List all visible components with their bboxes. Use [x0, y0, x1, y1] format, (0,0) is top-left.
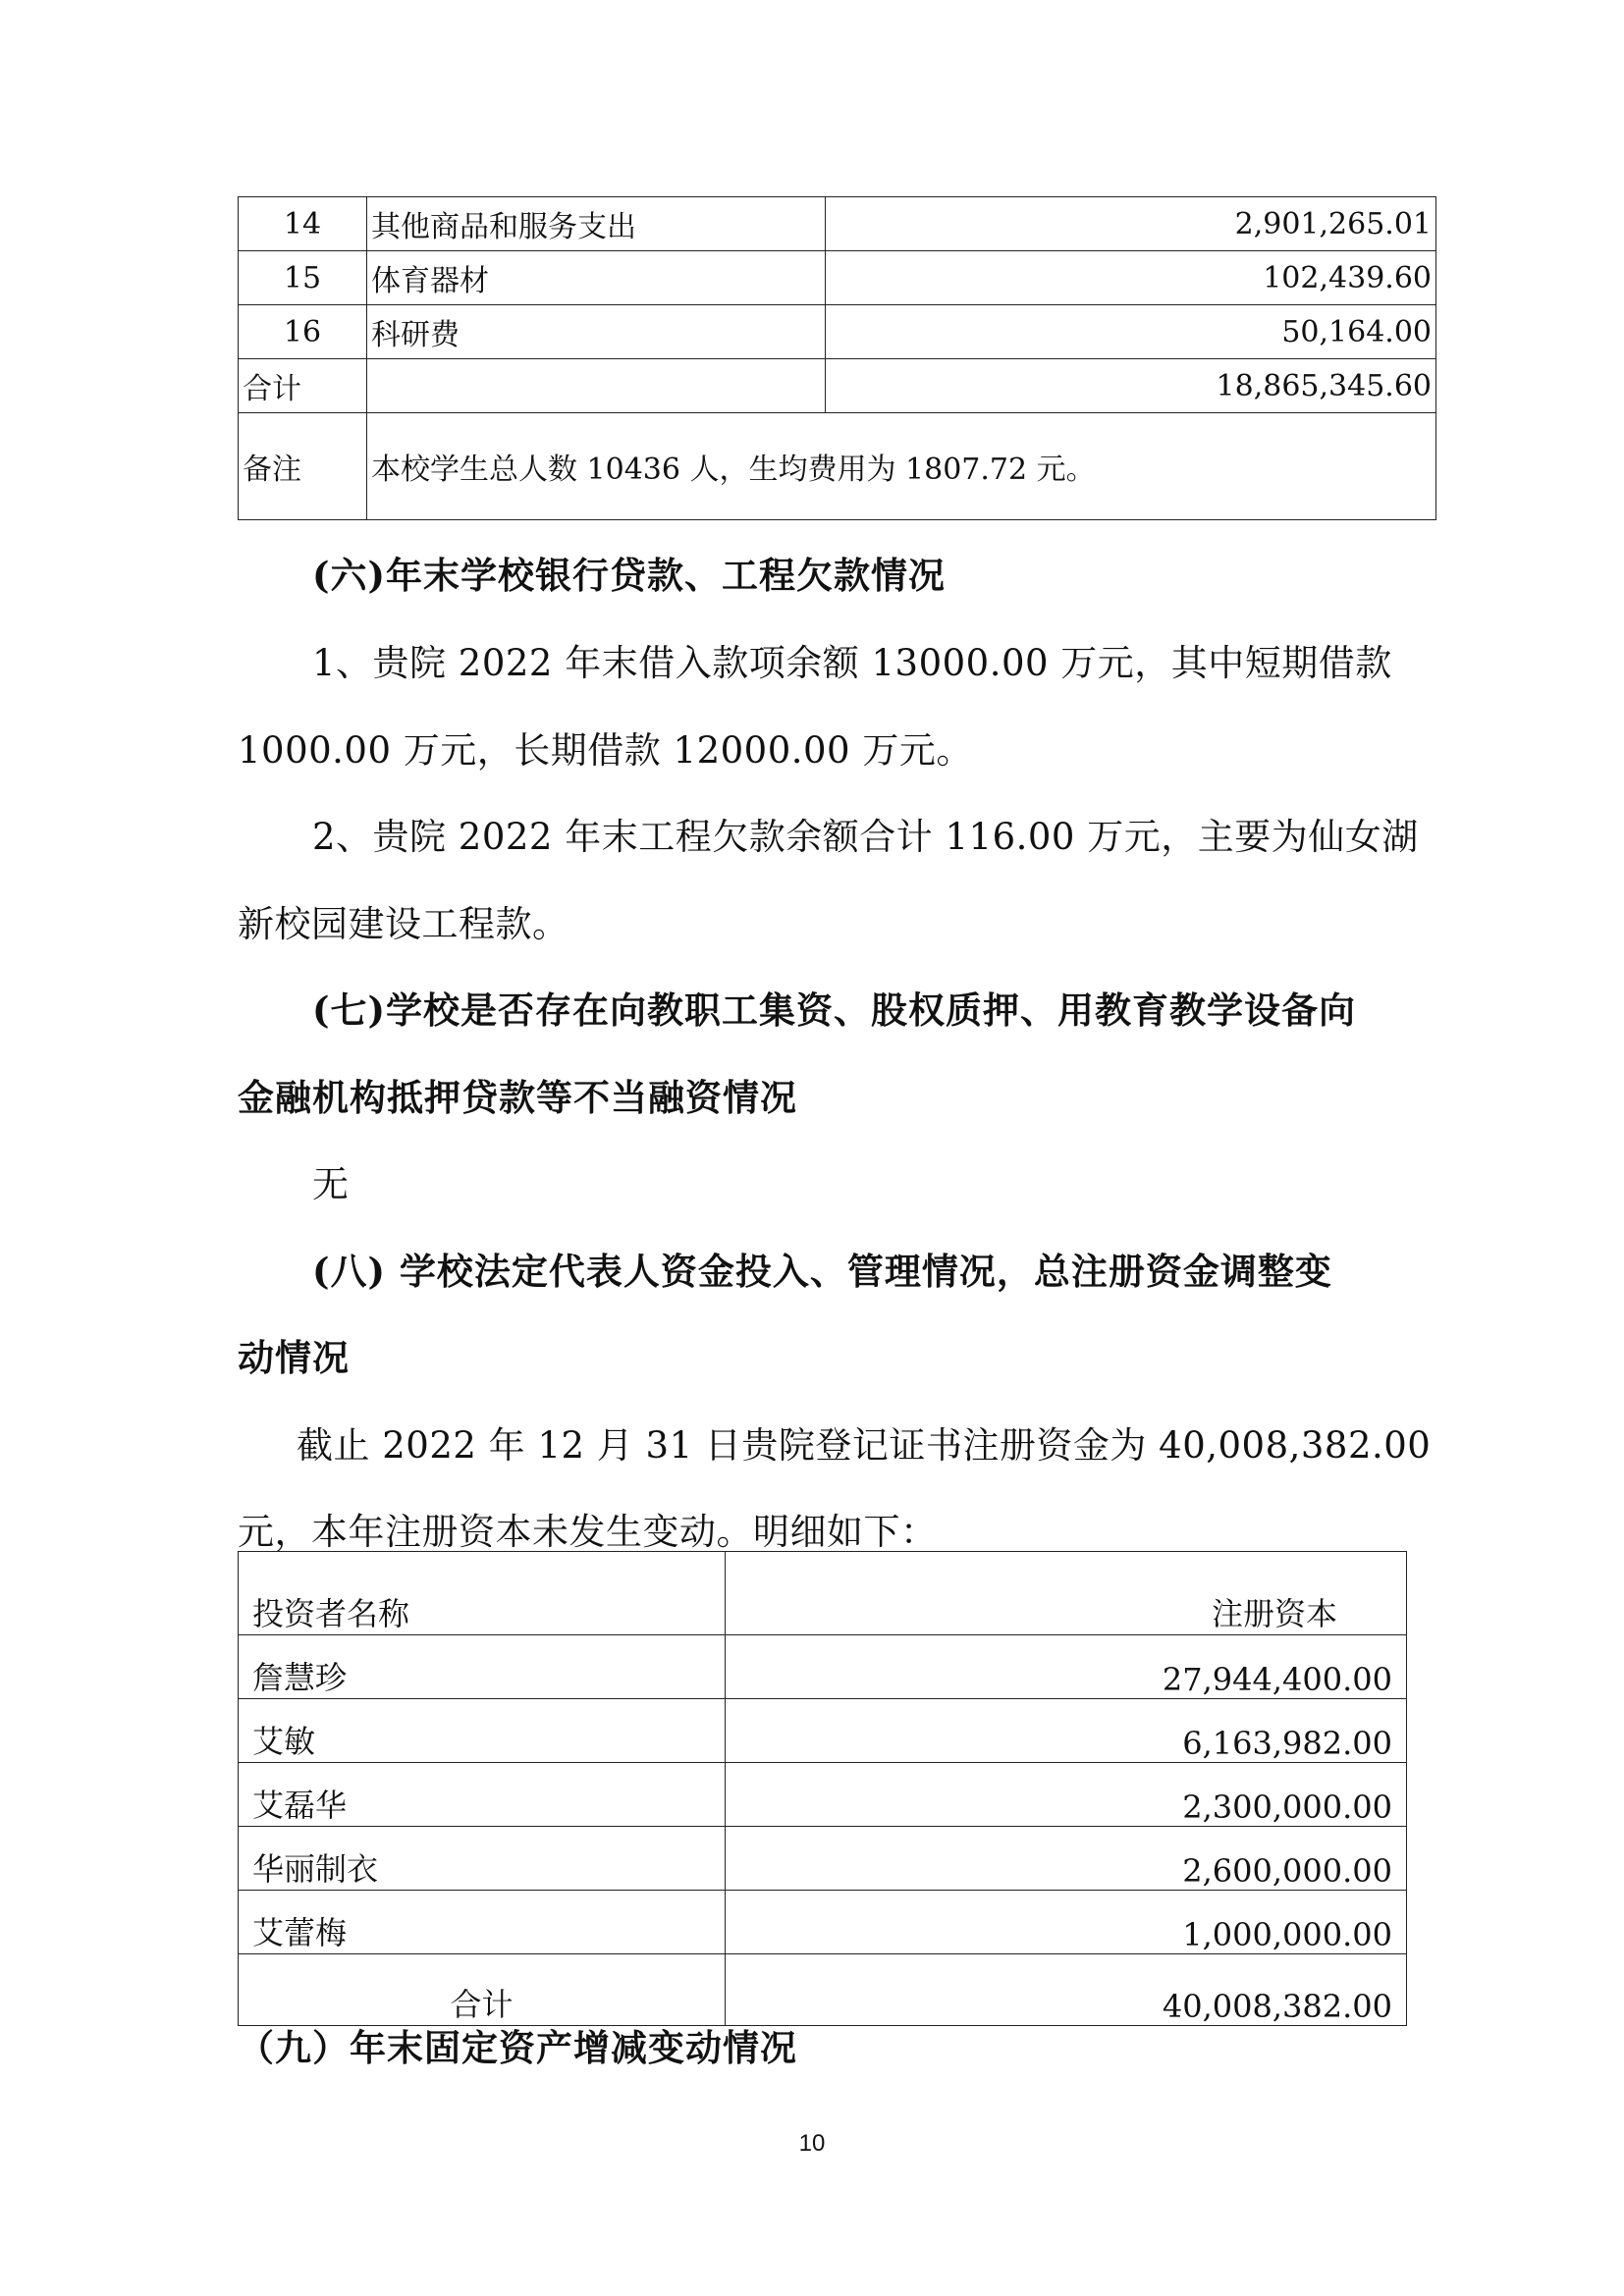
- expense-table: [238, 196, 1436, 520]
- total-empty-cell: [367, 359, 826, 413]
- section6-p1-line1: 1、贵院 2022 年末借入款项余额 13000.00 万元，其中短期借款: [312, 642, 1392, 684]
- investor-name: 詹慧珍: [239, 1635, 726, 1699]
- table-row: [239, 1891, 1407, 1954]
- investor-name: 艾磊华: [239, 1763, 726, 1827]
- expense-amount: 102,439.60: [826, 251, 1436, 305]
- section8-p-line2: 元，本年注册资本未发生变动。明细如下：: [238, 1511, 938, 1553]
- total-amount: 18,865,345.60: [826, 359, 1436, 413]
- investor-amount: 27,944,400.00: [726, 1635, 1407, 1699]
- table-row: [239, 1635, 1407, 1699]
- expense-item: 其他商品和服务支出: [367, 197, 826, 251]
- investor-table: [238, 1551, 1407, 2026]
- investor-header-row: [239, 1552, 1407, 1635]
- table-row: [239, 197, 1436, 251]
- section8-heading-line2: 动情况: [238, 1336, 350, 1379]
- note-label: 备注: [239, 413, 367, 520]
- row-number: 15: [239, 251, 367, 305]
- investor-name: 华丽制衣: [239, 1827, 726, 1891]
- section6-p2-line1: 2、贵院 2022 年末工程欠款余额合计 116.00 万元，主要为仙女湖: [312, 816, 1419, 858]
- total-row: [239, 359, 1436, 413]
- section6-heading: (六)年末学校银行贷款、工程欠款情况: [312, 554, 947, 597]
- investor-total-label: 合计: [239, 1954, 726, 2026]
- table-row: [239, 1699, 1407, 1763]
- section9-heading: （九）年末固定资产增减变动情况: [238, 2026, 797, 2069]
- section8-heading-line1: (八) 学校法定代表人资金投入、管理情况，总注册资金调整变: [312, 1250, 1332, 1293]
- note-row: [239, 413, 1436, 520]
- section7-heading-line1: (七)学校是否存在向教职工集资、股权质押、用教育教学设备向: [312, 988, 1357, 1032]
- header-investor-name: 投资者名称: [239, 1552, 726, 1635]
- investor-name: 艾敏: [239, 1699, 726, 1763]
- table-row: [239, 251, 1436, 305]
- row-number: 16: [239, 305, 367, 359]
- investor-total-row: [239, 1954, 1407, 2026]
- investor-name: 艾蕾梅: [239, 1891, 726, 1954]
- investor-amount: 1,000,000.00: [726, 1891, 1407, 1954]
- total-label: 合计: [239, 359, 367, 413]
- table-row: [239, 1827, 1407, 1891]
- note-text: 本校学生总人数 10436 人，生均费用为 1807.72 元。: [367, 413, 1436, 520]
- table-row: [239, 305, 1436, 359]
- section8-p-line1: 截止 2022 年 12 月 31 日贵院登记证书注册资金为 40,008,382.00: [297, 1424, 1432, 1467]
- expense-item: 科研费: [367, 305, 826, 359]
- row-number: 14: [239, 197, 367, 251]
- expense-amount: 50,164.00: [826, 305, 1436, 359]
- section7-heading-line2: 金融机构抵押贷款等不当融资情况: [238, 1076, 797, 1119]
- table-row: [239, 1763, 1407, 1827]
- header-registered-capital: 注册资本: [726, 1552, 1407, 1635]
- section7-body: 无: [312, 1163, 350, 1205]
- investor-amount: 2,600,000.00: [726, 1827, 1407, 1891]
- page-number: 10: [798, 2130, 826, 2157]
- expense-item: 体育器材: [367, 251, 826, 305]
- section6-p1-line2: 1000.00 万元，长期借款 12000.00 万元。: [238, 729, 973, 772]
- investor-total-amount: 40,008,382.00: [726, 1954, 1407, 2026]
- section6-p2-line2: 新校园建设工程款。: [238, 903, 569, 945]
- investor-amount: 6,163,982.00: [726, 1699, 1407, 1763]
- investor-amount: 2,300,000.00: [726, 1763, 1407, 1827]
- expense-amount: 2,901,265.01: [826, 197, 1436, 251]
